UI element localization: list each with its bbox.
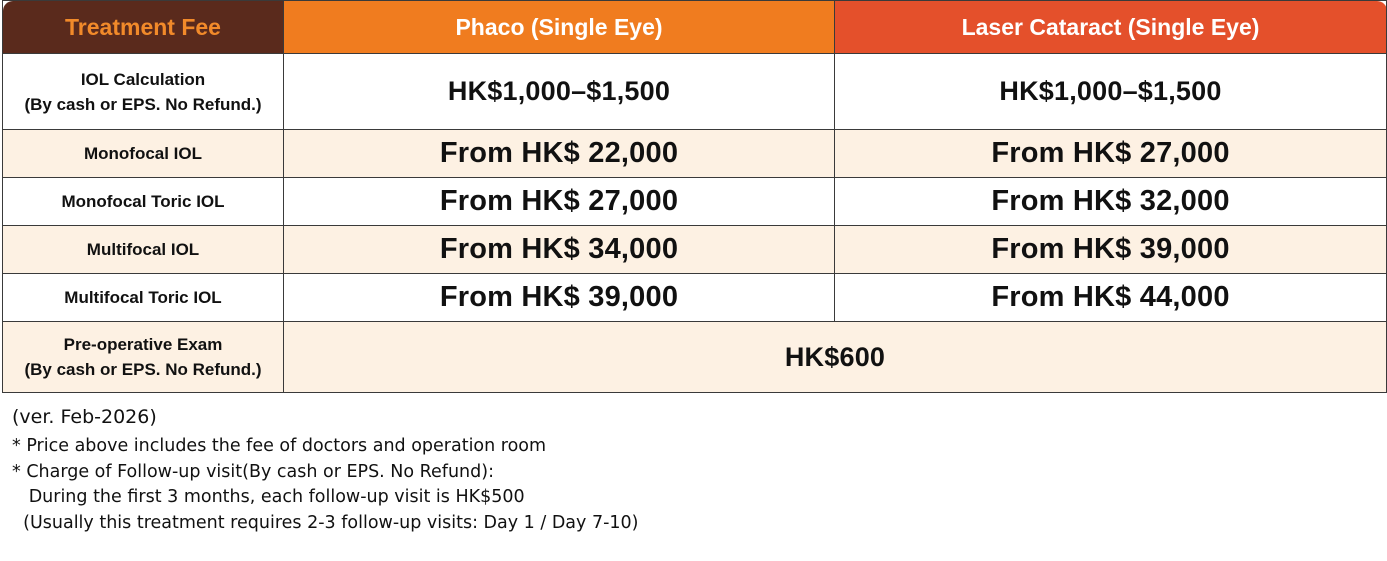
header-laser-cataract: Laser Cataract (Single Eye) — [835, 1, 1387, 54]
phaco-price: HK$1,000–$1,500 — [284, 54, 835, 130]
header-treatment-fee: Treatment Fee — [3, 1, 284, 54]
pre-operative-exam-price: HK$600 — [284, 322, 1387, 393]
notes-section — [12, 404, 639, 536]
row-label: Multifocal Toric IOL — [3, 274, 284, 322]
table-row — [3, 226, 1387, 274]
phaco-price: From HK$ 34,000 — [284, 226, 835, 274]
table-header-row — [3, 1, 1387, 54]
row-label-line1: IOL Calculation — [80, 69, 206, 89]
laser-price: From HK$ 27,000 — [835, 130, 1387, 178]
note-line: (Usually this treatment requires 2-3 follow-up visits: Day 1 / Day 7-10) — [12, 512, 639, 533]
treatment-fee-table — [2, 0, 1387, 393]
table-row — [3, 274, 1387, 322]
header-phaco: Phaco (Single Eye) — [284, 1, 835, 54]
laser-price: HK$1,000–$1,500 — [835, 54, 1387, 130]
row-label: Monofocal IOL — [3, 130, 284, 178]
row-label-line2: (By cash or EPS. No Refund.) — [24, 94, 262, 114]
version-note: (ver. Feb-2026) — [12, 406, 157, 428]
table-row — [3, 178, 1387, 226]
table-row — [3, 130, 1387, 178]
table-row — [3, 54, 1387, 130]
row-label-line1: Pre-operative Exam — [63, 335, 223, 354]
note-line: * Price above includes the fee of doctors and operation room — [12, 436, 547, 456]
laser-price: From HK$ 32,000 — [835, 178, 1387, 226]
laser-price: From HK$ 39,000 — [835, 226, 1387, 274]
phaco-price: From HK$ 22,000 — [284, 130, 835, 178]
note-line: During the first 3 months, each follow-up visit is HK$500 — [12, 487, 525, 507]
row-label — [3, 322, 284, 393]
note-line: * Charge of Follow-up visit(By cash or EPS. No Refund): — [12, 461, 494, 482]
row-label: Multifocal IOL — [3, 226, 284, 274]
phaco-price: From HK$ 39,000 — [284, 274, 835, 322]
row-label: Monofocal Toric IOL — [3, 178, 284, 226]
row-label — [3, 54, 284, 130]
laser-price: From HK$ 44,000 — [835, 274, 1387, 322]
phaco-price: From HK$ 27,000 — [284, 178, 835, 226]
row-label-line2: (By cash or EPS. No Refund.) — [24, 360, 262, 379]
table-row — [3, 322, 1387, 393]
